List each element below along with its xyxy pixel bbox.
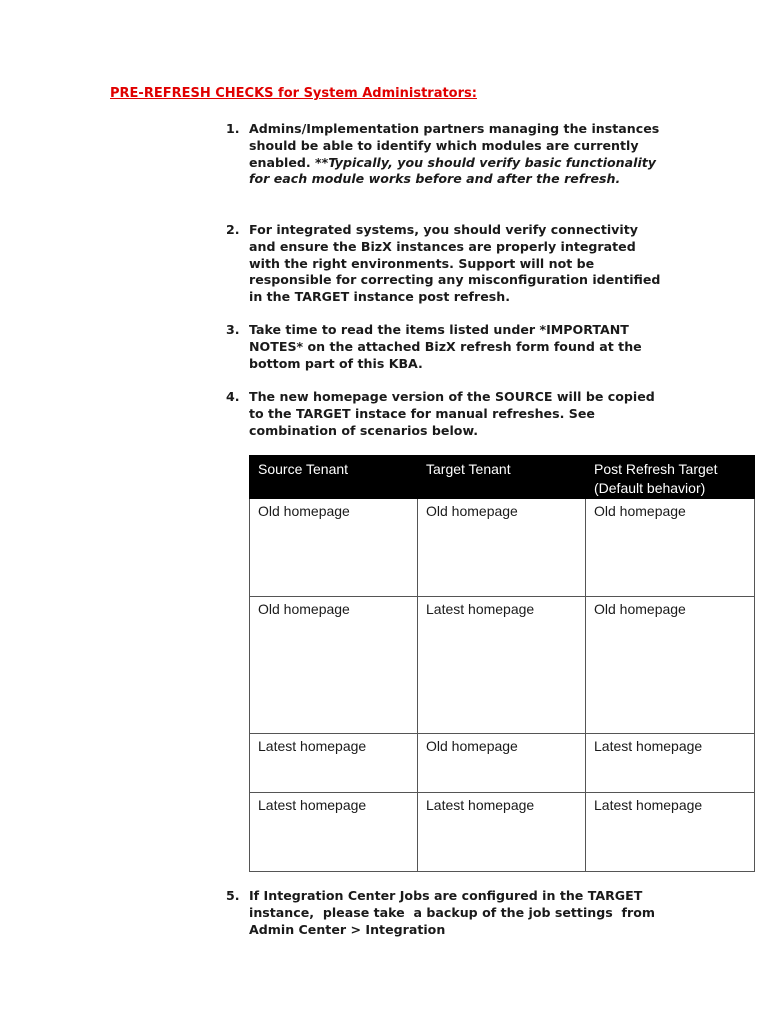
list-item-number: 1. (226, 121, 240, 136)
table-row (250, 734, 755, 793)
list-item-text (249, 121, 666, 188)
section-heading: PRE-REFRESH CHECKS for System Administrators: (110, 86, 477, 101)
list-item-text: If Integration Center Jobs are configured in the TARGET instance, please take a backup of the job settings from Admin Center > Integration (249, 888, 664, 937)
list-item-number: 5. (226, 888, 240, 903)
table-cell: Latest homepage (418, 597, 586, 734)
table-cell: Old homepage (586, 597, 755, 734)
table-cell: Latest homepage (250, 734, 418, 793)
table-header-row (250, 456, 755, 499)
homepage-scenarios-table (249, 455, 755, 872)
list-item-text: For integrated systems, you should verify connectivity and ensure the BizX instances are properly integrated with the right environments. Support will not be responsible for correcting any misconfiguration identified in the TARGET instance post refresh. (249, 222, 661, 305)
list-item-text-main: Admins/Implementation partners managing the instances should be able to identify which modules are currently enabled. ** (249, 121, 660, 170)
table-cell: Latest homepage (418, 793, 586, 872)
table-cell: Old homepage (418, 499, 586, 597)
table-cell: Old homepage (586, 499, 755, 597)
table-cell: Latest homepage (586, 734, 755, 793)
table-cell: Old homepage (418, 734, 586, 793)
table-row (250, 793, 755, 872)
list-item (226, 121, 666, 188)
list-item-number: 2. (226, 222, 240, 237)
table-cell: Old homepage (250, 597, 418, 734)
list-item-text: The new homepage version of the SOURCE will be copied to the TARGET instace for manual refreshes. See combination of scenarios below. (249, 389, 655, 438)
list-item (226, 222, 666, 306)
table-cell: Latest homepage (586, 793, 755, 872)
table-cell: Old homepage (250, 499, 418, 597)
list-item (226, 389, 666, 439)
table-row (250, 597, 755, 734)
list-item-text: Take time to read the items listed under *IMPORTANT NOTES* on the attached BizX refresh form found at the bottom part of this KBA. (249, 322, 642, 371)
column-header-source-tenant: Source Tenant (250, 456, 418, 499)
list-item-number: 3. (226, 322, 240, 337)
column-header-target-tenant: Target Tenant (418, 456, 586, 499)
list-item (226, 888, 666, 938)
list-item (226, 322, 666, 372)
table-row (250, 499, 755, 597)
table-cell: Latest homepage (250, 793, 418, 872)
list-item-number: 4. (226, 389, 240, 404)
list-item-emphasis: Typically, you should verify basic functionality for each module works before and after the refresh. (249, 154, 657, 187)
column-header-post-refresh-target: Post Refresh Target (Default behavior) (586, 456, 755, 499)
